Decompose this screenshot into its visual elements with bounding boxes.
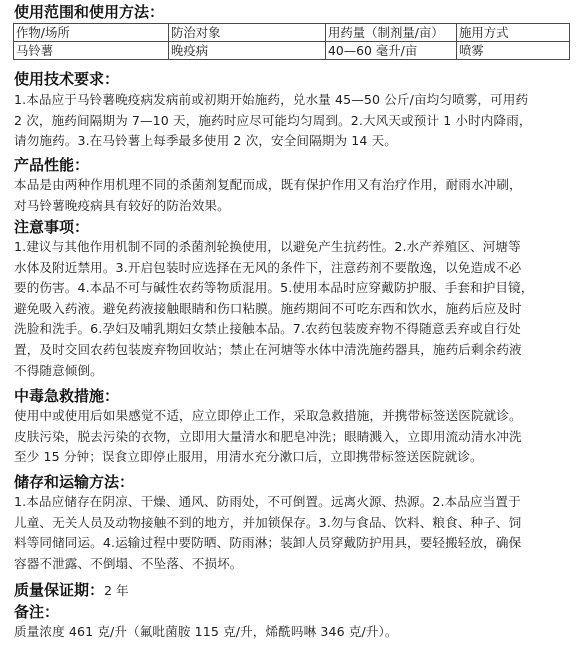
- remarks-text: 质量浓度 461 克/升（氟吡菌胺 115 克/升，烯酰吗啉 346 克/升）。: [14, 624, 398, 639]
- storage-heading: 储存和运输方法：: [14, 473, 135, 491]
- warranty-heading: 质量保证期：: [14, 581, 105, 599]
- header-dosage: 用药量（制剂量/亩）: [326, 24, 457, 42]
- storage-text: 1.本品应储存在阴凉、干燥、通风、防雨处，不可倒置。远离火源、热源。2.本品应当置于 儿童、无关人员及动物接触不到的地方，并加锁保存。3.勿与食品、饮料、粮食、种子、饲 料等同储同运。4.运输过程中要防晒、防雨淋；装卸人员穿戴防护用具，要轻搬轻放，确保 容器不泄露、不倒塌、不坠落、不损坏。: [14, 494, 522, 571]
- cell-method: 喷雾: [457, 42, 570, 60]
- first-aid-text: 使用中或使用后如果感觉不适，应立即停止工作，采取急救措施，并携带标签送医院就诊。 皮肤污染，脱去污染的衣物，立即用大量清水和肥皂冲洗；眼睛溅入，立即用流动清水冲洗 至少 15 分钟；误食立即停止服用，用清水充分漱口后，立即携带标签送医院就诊。: [14, 408, 522, 465]
- table-row: [14, 42, 570, 60]
- usage-table-header-row: [14, 24, 570, 42]
- usage-table: [13, 23, 570, 60]
- warranty-value: 2 年: [104, 583, 129, 598]
- technique-heading: 使用技术要求：: [14, 70, 120, 88]
- warranty-line: [14, 581, 129, 600]
- notes-text: 1.建议与其他作用机制不同的杀菌剂轮换使用，以避免产生抗药性。2.水产养殖区、河塘等 水体及附近禁用。3.开启包装时应选择在无风的条件下，注意药剂不要散逸，以免造成不必 要的伤害。4.本品不可与碱性农药等物质混用。5.使用本品时应穿戴防护服、手套和护目镜， 避免吸入药液。避免药液接触眼睛和伤口粘膜。施药期间不可吃东西和饮水，施药后应及时 洗脸和洗手。6.孕妇及哺乳期妇女禁止接触本品。7.农药包装废弃物不得随意丢弃或自行处 置，及时交回农药包装废弃物回收站；禁止在河塘等水体中清洗施药器具，施药后剩余药液 不得随意倾倒。: [14, 239, 534, 378]
- performance-heading: 产品性能：: [14, 156, 90, 174]
- header-crop: 作物/场所: [14, 24, 169, 42]
- performance-text: 本品是由两种作用机理不同的杀菌剂复配而成，既有保护作用又有治疗作用，耐雨水冲刷， 对马铃薯晚疫病具有较好的防治效果。: [14, 177, 522, 213]
- cell-dosage: 40—60 毫升/亩: [326, 42, 457, 60]
- notes-heading: 注意事项：: [14, 218, 90, 236]
- cell-crop: 马铃薯: [14, 42, 169, 60]
- header-method: 施用方式: [457, 24, 570, 42]
- cell-target: 晚疫病: [169, 42, 326, 60]
- scope-heading: 使用范围和使用方法：: [14, 3, 165, 21]
- technique-text: 1.本品应于马铃薯晚疫病发病前或初期开始施药，兑水量 45—50 公斤/亩均匀喷雾，可用药 2 次，施药间隔期为 7—10 天，施药时应尽可能均匀周到。2.大风天或预计 1 小时内降雨， 请勿施药。3.在马铃薯上每季最多使用 2 次，安全间隔期为 14 天。: [14, 92, 532, 149]
- first-aid-heading: 中毒急救措施：: [14, 387, 120, 405]
- remarks-heading: 备注：: [14, 603, 60, 621]
- header-target: 防治对象: [169, 24, 326, 42]
